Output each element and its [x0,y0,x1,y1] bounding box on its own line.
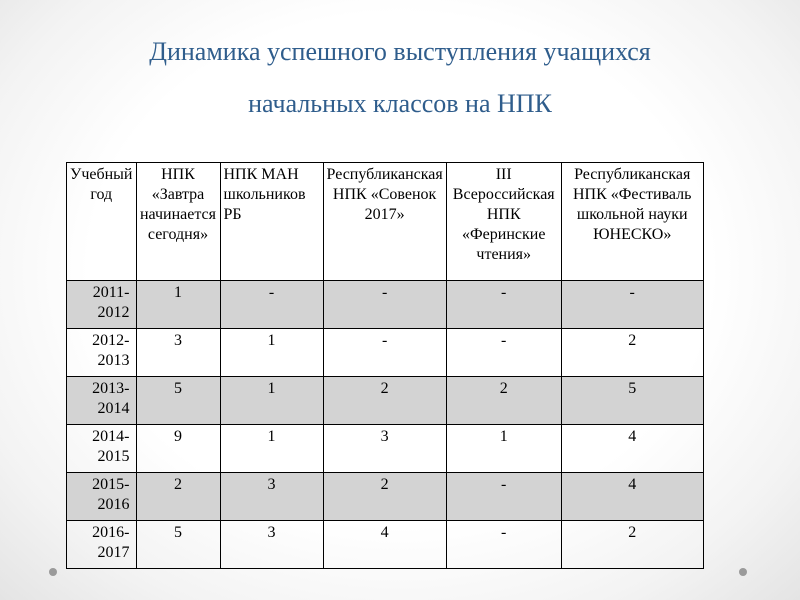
table-cell: 2 [323,473,446,521]
table-cell: 1 [220,425,323,473]
header-cell: НПК МАН школьников РБ [220,163,323,281]
table-cell: 2 [561,521,703,569]
results-table-container [66,162,704,569]
table-cell: 4 [561,425,703,473]
table-row [67,281,704,329]
table-cell: 5 [136,521,220,569]
table-cell: 2 [561,329,703,377]
header-cell: Республиканская НПК «Фестиваль школьной науки ЮНЕСКО» [561,163,703,281]
table-row [67,521,704,569]
table-cell: 1 [136,281,220,329]
slide-title-line-1: Динамика успешного выступления учащихся [149,37,651,66]
header-cell: Учебный год [67,163,137,281]
table-cell: 3 [220,521,323,569]
header-cell: НПК «Завтра начинается сегодня» [136,163,220,281]
year-cell: 2013-2014 [67,377,137,425]
table-cell: 3 [323,425,446,473]
decorative-dot-right [739,568,747,576]
table-cell: - [323,329,446,377]
table-cell: - [446,473,561,521]
table-cell: - [446,281,561,329]
table-cell: 5 [136,377,220,425]
table-cell: - [446,329,561,377]
table-cell: 4 [323,521,446,569]
table-cell: 1 [220,377,323,425]
table-row [67,329,704,377]
slide-title-line-2: начальных классов на НПК [248,89,552,118]
table-cell: - [220,281,323,329]
table-cell: 2 [136,473,220,521]
table-row [67,377,704,425]
table-cell: 9 [136,425,220,473]
table-cell: 1 [220,329,323,377]
table-cell: - [446,521,561,569]
table-cell: - [323,281,446,329]
year-cell: 2011-2012 [67,281,137,329]
table-cell: 3 [220,473,323,521]
year-cell: 2015-2016 [67,473,137,521]
table-cell: 3 [136,329,220,377]
table-header-row [67,163,704,281]
table-cell: 1 [446,425,561,473]
table-cell: 2 [446,377,561,425]
year-cell: 2012-2013 [67,329,137,377]
table-cell: 4 [561,473,703,521]
results-table [66,162,704,569]
year-cell: 2014-2015 [67,425,137,473]
header-cell: III Всероссийская НПК «Феринские чтения» [446,163,561,281]
table-cell: 5 [561,377,703,425]
slide-title [0,26,800,130]
decorative-dot-left [49,568,57,576]
header-cell: Республиканская НПК «Совенок 2017» [323,163,446,281]
table-row [67,473,704,521]
table-row [67,425,704,473]
table-cell: - [561,281,703,329]
year-cell: 2016-2017 [67,521,137,569]
table-cell: 2 [323,377,446,425]
